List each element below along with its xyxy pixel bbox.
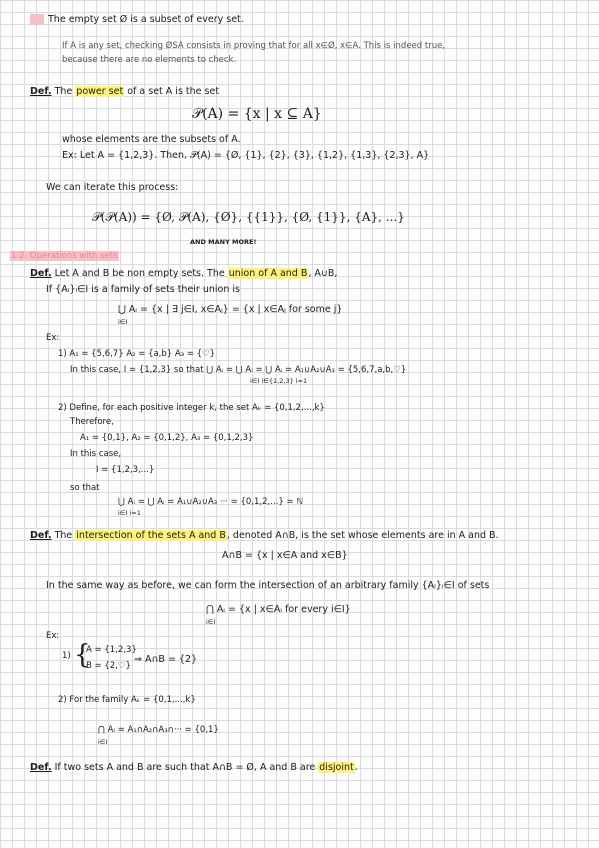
power-set-example: Ex: Let A = {1,2,3}. Then, 𝒫(A) = {Ø, {1}, {2}, {3}, {1,2}, {1,3}, {2,3}, A}: [62, 150, 430, 161]
union-family-line: If {Aᵢ}ᵢ∈I is a family of sets their union is: [46, 284, 240, 295]
union-example2-define: 2) Define, for each positive integer k, the set Aₖ = {0,1,2,...,k}: [58, 403, 325, 413]
union-highlight: union of A and B: [228, 268, 308, 279]
intersection-formula: A∩B = {x | x∈A and x∈B}: [222, 550, 348, 561]
union-example2-subs: i∈I i=1: [118, 509, 141, 517]
iterate-formula: 𝒫(𝒫(A)) = {Ø, 𝒫(A), {Ø}, {{1}}, {Ø, {1}}, {A}, ...}: [92, 210, 405, 224]
intersection-highlight: intersection of the sets A and B: [76, 530, 226, 541]
intersection-example1-set-b: B = {2,♡}: [86, 661, 131, 671]
intersection-example2-formula: ⋂ Aᵢ = A₁∩A₂∩A₃∩··· = {0,1}: [98, 725, 219, 735]
power-set-highlight: power set: [76, 86, 124, 97]
iterate-text: We can iterate this process:: [46, 182, 179, 193]
union-formula-sub: i∈I: [118, 318, 128, 326]
def-label: Def.: [30, 268, 52, 279]
union-example-label: Ex:: [46, 333, 60, 343]
def-label: Def.: [30, 762, 52, 773]
intersection-example1-result: ⇒ A∩B = {2}: [134, 654, 198, 665]
def-label: Def.: [30, 86, 52, 97]
disjoint-highlight: disjoint: [319, 762, 354, 773]
intersection-example2-sub: i∈I: [98, 738, 108, 746]
union-example2-so-that: so that: [70, 483, 100, 493]
union-formula: ⋃ Aᵢ = {x | ∃ j∈I, x∈Aⱼ} = {x | x∈Aⱼ for some j}: [118, 304, 343, 315]
union-example2-case: In this case,: [70, 449, 122, 459]
union-example1-sets: 1) A₁ = {5,6,7} A₂ = {a,b} A₃ = {♡}: [58, 349, 216, 359]
union-definition: Def. Let A and B be non empty sets. The union of A and B, A∪B,: [30, 268, 338, 279]
highlight-marker: [30, 14, 44, 25]
union-example2-formula: ⋃ Aᵢ = ⋃ Aᵢ = A₁∪A₂∪A₃ ··· = {0,1,2,...} = ℕ: [118, 497, 304, 507]
power-set-definition: Def. The power set of a set A is the set: [30, 86, 220, 97]
intersection-definition: Def. The intersection of the sets A and B, denoted A∩B, is the set whose elements are in A and B.: [30, 530, 499, 541]
intersection-example1-num: 1): [62, 651, 71, 661]
empty-set-explanation-2: because there are no elements to check.: [62, 55, 237, 65]
power-set-whose: whose elements are the subsets of A.: [62, 134, 241, 145]
intersection-family-formula: ⋂ Aᵢ = {x | x∈Aᵢ for every i∈I}: [206, 604, 351, 615]
union-example2-therefore: Therefore,: [70, 417, 114, 427]
left-brace: {: [74, 640, 91, 670]
union-example1-result: In this case, I = {1,2,3} so that ⋃ Aᵢ = ⋃ Aᵢ = ⋃ Aᵢ = A₁∪A₂∪A₃ = {5,6,7,a,b,♡}: [70, 365, 407, 375]
intersection-example2-family: 2) For the family Aₖ = {0,1,...,k}: [58, 695, 196, 705]
and-more-note: AND MANY MORE!: [190, 238, 257, 246]
union-example2-index: I = {1,2,3,...}: [96, 465, 155, 475]
intersection-example-label: Ex:: [46, 631, 60, 641]
def-label: Def.: [30, 530, 52, 541]
empty-set-explanation-1: If A is any set, checking ØSA consists in proving that for all x∈Ø, x∈A. This is indeed true,: [62, 41, 446, 51]
union-example1-subs: i∈I i∈{1,2,3} i=1: [250, 377, 308, 385]
empty-set-title: The empty set Ø is a subset of every set.: [48, 14, 244, 25]
union-example2-sets: A₁ = {0,1}, A₂ = {0,1,2}, A₃ = {0,1,2,3}: [80, 433, 254, 443]
intersection-family-sub: i∈I: [206, 618, 216, 626]
intersection-family-line: In the same way as before, we can form the intersection of an arbitrary family {Aᵢ}ᵢ∈I of sets: [46, 580, 490, 591]
section-title: 1.2. Operations with sets: [11, 251, 118, 261]
power-set-formula: 𝒫(A) = {x | x ⊆ A}: [192, 106, 322, 122]
disjoint-definition: Def. If two sets A and B are such that A∩B = Ø, A and B are disjoint.: [30, 762, 358, 773]
intersection-example1-set-a: A = {1,2,3}: [86, 645, 137, 655]
